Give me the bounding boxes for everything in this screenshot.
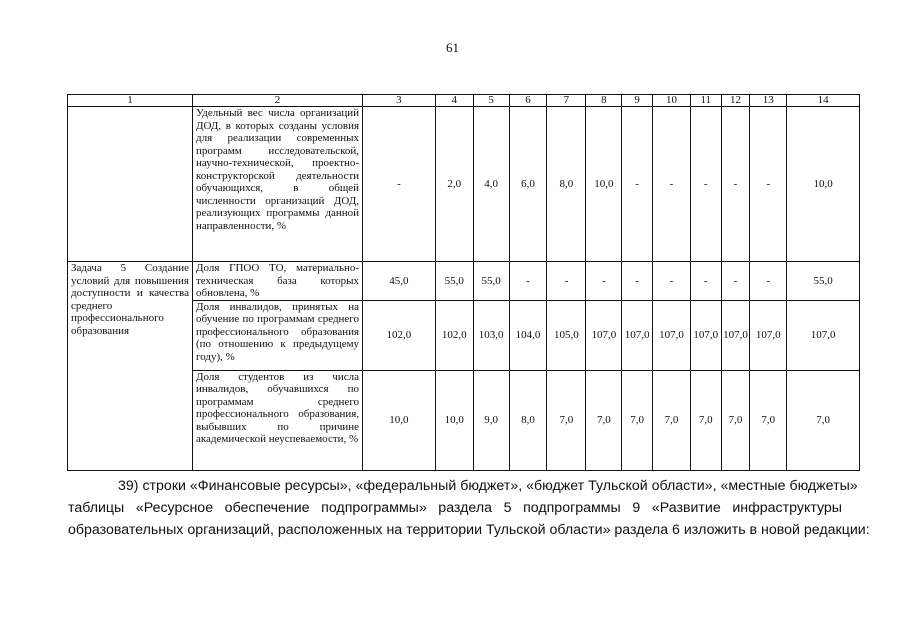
header-cell: 4 (435, 95, 473, 107)
value-cell: 9,0 (473, 370, 509, 470)
page-number: 61 (446, 40, 459, 55)
value-cell: - (547, 262, 586, 301)
indicator-cell: Доля ГПОО ТО, материально-техническая база которых обновлена, % (192, 262, 362, 301)
header-cell: 13 (750, 95, 787, 107)
value-cell: 55,0 (473, 262, 509, 301)
value-cell: 7,0 (750, 370, 787, 470)
header-cell: 12 (721, 95, 750, 107)
paragraph-line: 39) строки «Финансовые ресурсы», «федеральный бюджет», «бюджет Тульской области», «местные бюджеты» (118, 478, 858, 494)
amendment-paragraph (68, 475, 870, 541)
value-cell: 7,0 (586, 370, 622, 470)
header-cell: 11 (690, 95, 721, 107)
task-cell: Задача 5 Создание условий для повышения доступности и качества среднего профессионального образования (68, 262, 193, 471)
value-cell: 7,0 (721, 370, 750, 470)
value-cell: - (363, 107, 436, 262)
value-cell: 7,0 (547, 370, 586, 470)
header-cell: 14 (787, 95, 860, 107)
header-cell: 6 (509, 95, 547, 107)
value-cell: 6,0 (509, 107, 547, 262)
value-cell: - (509, 262, 547, 301)
value-cell: - (750, 262, 787, 301)
value-cell: 107,0 (721, 300, 750, 370)
value-cell: - (622, 262, 653, 301)
table-row (68, 262, 860, 301)
value-cell: 10,0 (363, 370, 436, 470)
value-cell: 55,0 (435, 262, 473, 301)
indicator-cell: Удельный вес числа организаций ДОД, в которых созданы условия для реализации современных программ исследовательской, научно-технической, проектно-конструкторской деятельности обучающихся, в общей численности организаций ДОД, реализующих программы данной направленности, % (192, 107, 362, 262)
value-cell: 10,0 (586, 107, 622, 262)
header-cell: 3 (363, 95, 436, 107)
table-row (68, 107, 860, 262)
header-row (68, 95, 860, 107)
header-cell: 8 (586, 95, 622, 107)
value-cell: 10,0 (435, 370, 473, 470)
value-cell: 102,0 (363, 300, 436, 370)
indicator-cell: Доля студентов из числа инвалидов, обучавшихся по программам среднего профессионального образования, выбывших по причине академической неуспеваемости, % (192, 370, 362, 470)
value-cell: 107,0 (690, 300, 721, 370)
value-cell: 7,0 (652, 370, 690, 470)
value-cell: 2,0 (435, 107, 473, 262)
header-cell: 7 (547, 95, 586, 107)
indicator-cell: Доля инвалидов, принятых на обучение по программам среднего профессионального образования (по отношению к предыдущему году), % (192, 300, 362, 370)
value-cell: 107,0 (787, 300, 860, 370)
value-cell: 10,0 (787, 107, 860, 262)
value-cell: 4,0 (473, 107, 509, 262)
value-cell: 7,0 (690, 370, 721, 470)
value-cell: - (652, 107, 690, 262)
value-cell: 8,0 (547, 107, 586, 262)
value-cell: 107,0 (622, 300, 653, 370)
value-cell: - (750, 107, 787, 262)
value-cell: 8,0 (509, 370, 547, 470)
value-cell: 102,0 (435, 300, 473, 370)
indicators-table (67, 94, 860, 471)
value-cell: 105,0 (547, 300, 586, 370)
header-cell: 2 (192, 95, 362, 107)
value-cell: - (622, 107, 653, 262)
value-cell: - (652, 262, 690, 301)
header-cell: 5 (473, 95, 509, 107)
value-cell: - (721, 107, 750, 262)
header-cell: 1 (68, 95, 193, 107)
value-cell: - (586, 262, 622, 301)
value-cell: 55,0 (787, 262, 860, 301)
task-cell-empty (68, 107, 193, 262)
value-cell: 104,0 (509, 300, 547, 370)
paragraph-line: таблицы «Ресурсное обеспечение подпрограммы» раздела 5 подпрограммы 9 «Развитие инфраструктуры (68, 500, 842, 516)
value-cell: 107,0 (652, 300, 690, 370)
value-cell: 107,0 (586, 300, 622, 370)
paragraph-line: образовательных организаций, расположенных на территории Тульской области» раздела 6 изложить в новой редакции: (68, 522, 870, 538)
value-cell: 45,0 (363, 262, 436, 301)
value-cell: 7,0 (787, 370, 860, 470)
value-cell: 107,0 (750, 300, 787, 370)
header-cell: 9 (622, 95, 653, 107)
value-cell: 103,0 (473, 300, 509, 370)
header-cell: 10 (652, 95, 690, 107)
value-cell: - (690, 107, 721, 262)
value-cell: 7,0 (622, 370, 653, 470)
value-cell: - (721, 262, 750, 301)
value-cell: - (690, 262, 721, 301)
